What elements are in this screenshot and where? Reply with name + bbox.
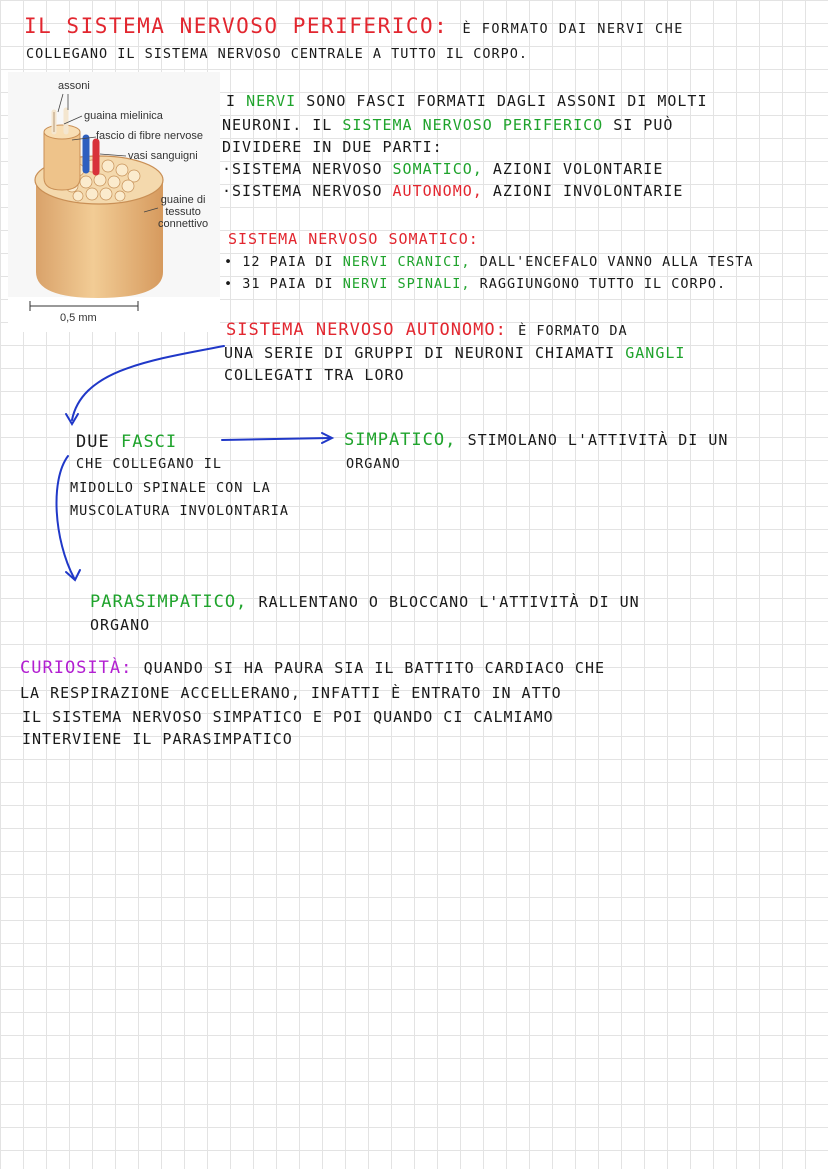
arrow-autonomo-to-fasci [72, 346, 224, 420]
curiosita-line1: CURIOSITÀ: QUANDO SI HA PAURA SIA IL BATTITO CARDIACO CHE [20, 658, 606, 678]
nervi-line4: ·SISTEMA NERVOSO SOMATICO, AZIONI VOLONTARIE [222, 160, 664, 178]
nervi-line2: NEURONI. IL SISTEMA NERVOSO PERIFERICO SI PUÒ [222, 116, 674, 134]
somatico-heading: SISTEMA NERVOSO SOMATICO: [228, 230, 479, 248]
simpatico-line2: ORGANO [346, 456, 401, 472]
title-heading: IL SISTEMA NERVOSO PERIFERICO: [24, 14, 449, 38]
arrow-fasci-to-simpatico [222, 438, 330, 440]
label-guaina-mielinica: guaina mielinica [84, 110, 163, 122]
label-vasi-sanguigni: vasi sanguigni [128, 150, 198, 162]
curiosita-line4: INTERVIENE IL PARASIMPATICO [22, 730, 293, 748]
parasimpatico-line2: ORGANO [90, 616, 151, 634]
fasci-line1: DUE FASCI [76, 432, 178, 452]
nervi-line5: ·SISTEMA NERVOSO AUTONOMO, AZIONI INVOLONTARIE [222, 182, 684, 200]
label-assoni: assoni [58, 80, 90, 92]
nervi-line3: DIVIDERE IN DUE PARTI: [222, 138, 443, 156]
curiosita-line2: LA RESPIRAZIONE ACCELLERANO, INFATTI È ENTRATO IN ATTO [20, 684, 562, 702]
fasci-line3: MIDOLLO SPINALE CON LA [70, 480, 271, 496]
nervi-line1: I NERVI SONO FASCI FORMATI DAGLI ASSONI DI MOLTI [226, 92, 708, 110]
somatico-bullet2: • 31 PAIA DI NERVI SPINALI, RAGGIUNGONO TUTTO IL CORPO. [224, 276, 727, 292]
autonomo-line2: UNA SERIE DI GRUPPI DI NEURONI CHIAMATI GANGLI [224, 344, 686, 362]
title-line2: COLLEGANO IL SISTEMA NERVOSO CENTRALE A TUTTO IL CORPO. [26, 46, 529, 62]
somatico-bullet1: • 12 PAIA DI NERVI CRANICI, DALL'ENCEFALO VANNO ALLA TESTA [224, 254, 754, 270]
fasci-line4: MUSCOLATURA INVOLONTARIA [70, 503, 290, 519]
autonomo-line1: SISTEMA NERVOSO AUTONOMO: È FORMATO DA [226, 320, 628, 340]
fasci-line2: CHE COLLEGANO IL [76, 456, 223, 472]
label-guaine-tessuto: guaine di tessuto connettivo [158, 194, 209, 230]
arrow-fasci-to-parasimpatico [57, 456, 74, 578]
curiosita-line3: IL SISTEMA NERVOSO SIMPATICO E POI QUANDO CI CALMIAMO [22, 708, 554, 726]
scale-label: 0,5 mm [60, 312, 97, 324]
parasimpatico-line1: PARASIMPATICO, RALLENTANO O BLOCCANO L'ATTIVITÀ DI UN [90, 592, 640, 612]
label-fascio-fibre: fascio di fibre nervose [96, 130, 203, 142]
autonomo-line3: COLLEGATI TRA LORO [224, 366, 405, 384]
simpatico-line1: SIMPATICO, STIMOLANO L'ATTIVITÀ DI UN [344, 430, 729, 450]
title-rest: È FORMATO DAI NERVI CHE [462, 21, 684, 37]
